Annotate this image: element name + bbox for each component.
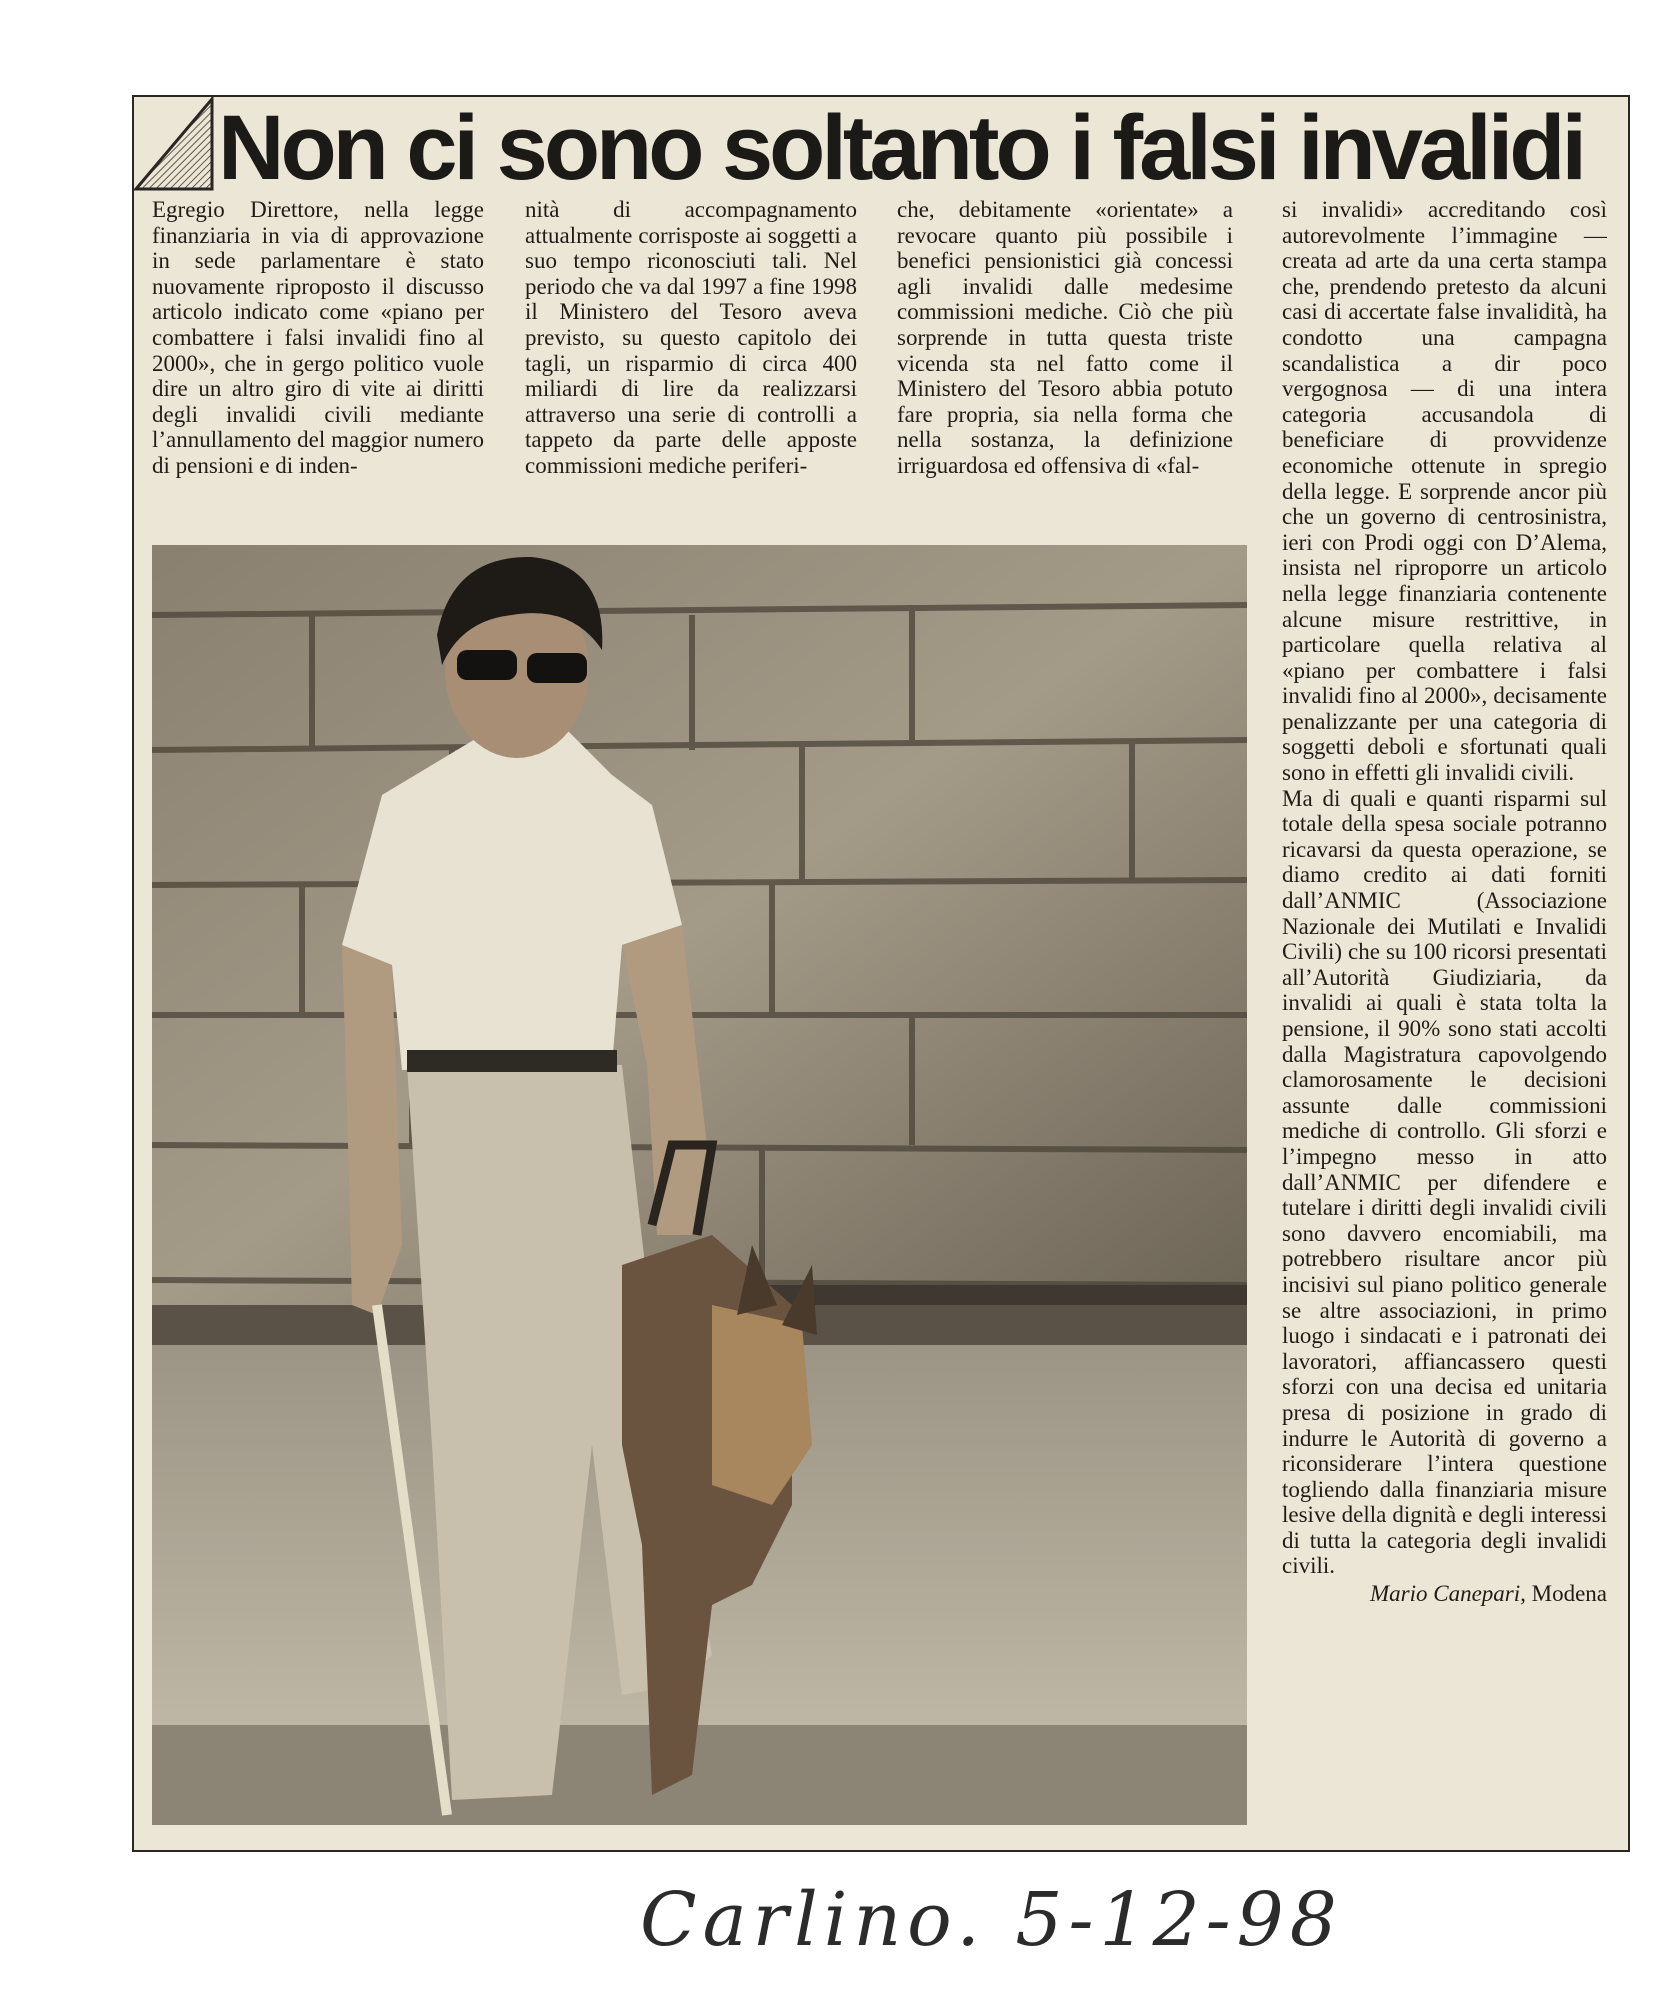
article-column-3 [897, 197, 1233, 532]
corner-triangle-mark [134, 97, 214, 191]
article-column-1 [152, 197, 484, 532]
signature-name: Mario Canepari, [1369, 1581, 1526, 1607]
signature [1282, 1581, 1607, 1607]
headline: Non ci sono soltanto i falsi invalidi [218, 97, 1584, 199]
column-2-text: nità di accompagnamento attualmente corrisposte ai soggetti a suo tempo riconosciuti tali. Nel periodo che va dal 1997 a fine 1998 il Ministero del Tesoro aveva previsto, su questo capitolo dei tagli, un risparmio di circa 400 miliardi di lire da realizzarsi attraverso una serie di controlli a tappeto da parte delle apposte commissioni mediche periferi- [525, 197, 857, 478]
column-4-paragraph-2: Ma di quali e quanti risparmi sul totale della spesa sociale potranno ricavarsi da questa operazione, se diamo credito ai dati forniti dall’ANMIC (Associazione Nazionale dei Mutilati e Invalidi Civili) che su 100 ricorsi presentati all’Autorità Giudiziaria, da invalidi ai quali è stata tolta la pensione, il 90% sono stati accolti dalla Magistratura capovolgendo clamorosamente le decisioni assunte dalle commissioni mediche di controllo. Gli sforzi e l’impegno messo in atto dall’ANMIC per difendere e tutelare i diritti degli invalidi civili sono davvero encomiabili, ma potrebbero risultare ancor più incisivi sul piano politico generale se altre associazioni, in primo luogo i sindacati e i patronati dei lavoratori, affiancassero questi sforzi con una decisa ed unitaria presa di posizione in grado di indurre le Autorità di governo a riconsiderare l’intera questione togliendo dalla finanziaria misure lesive della dignità e degli interessi di tutta la categoria degli invalidi civili. [1282, 785, 1607, 1579]
column-1-text: Egregio Direttore, nella legge finanziaria in via di approvazione in sede parlamentare è stato nuovamente riproposto il discusso articolo indicato come «piano per combattere i falsi invalidi fino al 2000», che in gergo politico vuole dire un altro giro di vite ai diritti degli invalidi civili mediante l’annullamento del maggior numero di pensioni e di inden- [152, 197, 484, 478]
column-4-paragraph-1: si invalidi» accreditando così autorevolmente l’immagine — creata ad arte da una certa stampa che, prendendo pretesto da alcuni casi di accertate false invalidità, ha condotto una campagna scandalistica a dir poco vergognosa — di una intera categoria accusandola di beneficiare di provvidenze economiche ottenute in spregio della legge. E sorprende ancor più che un governo di centrosinistra, ieri con Prodi oggi con D’Alema, insista nel riproporre un articolo nella legge finanziaria contenente alcune misure restrittive, in particolare quella relativa al «piano per combattere i falsi invalidi fino al 2000», decisamente penalizzante per una categoria di soggetti deboli e sfortunati quali sono in effetti gli invalidi civili. [1282, 197, 1607, 786]
column-3-text: che, debitamente «orientate» a revocare quanto più possibile i benefici pensionistici già concessi agli invalidi dalle medesime commissioni mediche. Ciò che più sorprende in tutta questa triste vicenda sta nel fatto come il Ministero del Tesoro abbia potuto fare propria, sia nella forma che nella sostanza, la definizione irriguardosa ed offensiva di «fal- [897, 197, 1233, 478]
article-column-2 [525, 197, 857, 532]
handwritten-source-date: Carlino. 5-12-98 [640, 1877, 1343, 1963]
article-column-4 [1282, 197, 1607, 1822]
article-photo [152, 545, 1247, 1825]
signature-place: Modena [1531, 1581, 1607, 1607]
photo-blind-man-with-guide-dog [152, 545, 1247, 1825]
